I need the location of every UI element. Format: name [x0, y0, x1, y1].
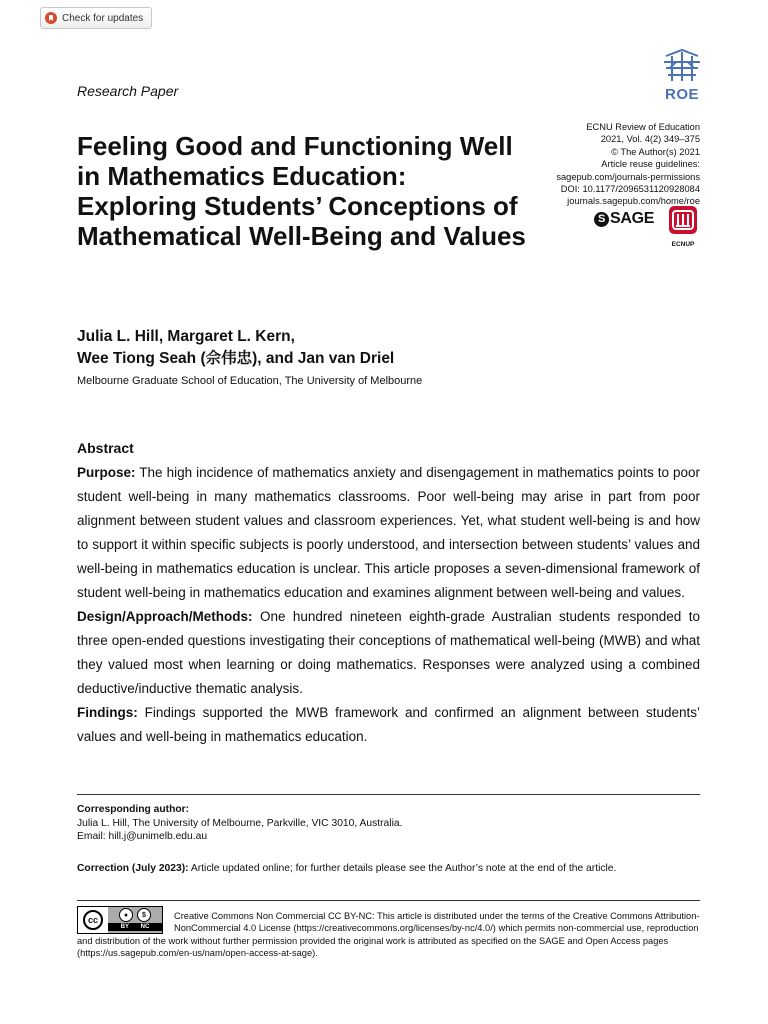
ecnup-logo-text: ECNUP	[671, 241, 695, 248]
abstract-design	[77, 605, 700, 701]
ecnup-emblem-icon	[668, 205, 698, 235]
findings-label: Findings:	[77, 705, 138, 720]
cc-by-label: BY	[120, 924, 129, 930]
findings-text: Findings supported the MWB framework and confirmed an alignment between students’ values and well-being in mathematics education.	[77, 705, 700, 744]
affiliation: Melbourne Graduate School of Education, The University of Melbourne	[77, 375, 423, 387]
correction-label: Correction (July 2023):	[77, 863, 189, 874]
author-list	[77, 326, 394, 369]
footnote-divider	[77, 794, 700, 795]
authors-line-1: Julia L. Hill, Margaret L. Kern,	[77, 328, 295, 345]
abstract-purpose	[77, 461, 700, 605]
corresponding-heading: Corresponding author:	[77, 804, 190, 815]
correction-note	[77, 863, 616, 874]
bookmark-icon	[45, 12, 57, 24]
noncommercial-icon: $	[137, 908, 151, 922]
check-for-updates-label: Check for updates	[62, 12, 144, 24]
design-label: Design/Approach/Methods:	[77, 609, 253, 624]
journal-homepage-link[interactable]: journals.sagepub.com/home/roe	[567, 196, 700, 207]
authors-line-2: Wee Tiong Seah (佘伟忠), and Jan van Driel	[77, 349, 395, 367]
corresponding-address: Julia L. Hill, The University of Melbourne, Parkville, VIC 3010, Australia.	[77, 817, 403, 829]
sage-s-icon: S	[594, 212, 609, 227]
correction-text: Article updated online; for further details please see the Author’s note at the end of the article.	[190, 863, 617, 874]
cc-nc-label: NC	[140, 924, 150, 930]
purpose-text: The high incidence of mathematics anxiety and disengagement in mathematics points to poor student well-being in many mathematics classrooms. Poor well-being may arise in part from poor alignment between student values and classroom experiences. Yet, what student well-being is and how to support it within specific subjects is poorly understood, and intersection between students’ values and well-being in mathematics education is unclear. This article proposes a seven-dimensional framework of student well-being in mathematics education and examines alignment between well-being and values.	[77, 465, 700, 600]
doi[interactable]: DOI: 10.1177/2096531120928084	[560, 184, 700, 195]
abstract-heading: Abstract	[77, 440, 134, 456]
article-title: Feeling Good and Functioning Well in Mathematics Education: Exploring Students’ Conceptions of Mathematical Well-Being and Values	[77, 131, 526, 251]
check-for-updates-button[interactable]	[40, 7, 152, 29]
reuse-guidelines-label: Article reuse guidelines:	[601, 159, 700, 170]
copyright: © The Author(s) 2021	[611, 146, 700, 157]
journal-emblem-icon	[662, 48, 702, 82]
sage-logo-text: SAGE	[610, 210, 655, 227]
license-body: Creative Commons Non Commercial CC BY-NC: This article is distributed under the terms of the Creative Commons Attribution-NonCommercial 4.0 License (https://creativecommons.org/licenses/by-nc/4.0/) which permits non-commercial use, reproduction and distribution of the work without further permission provided the original work is attributed as specified on the SAGE and Open Access pages (https://us.sagepub.com/en-us/nam/open-access-at-sage).	[77, 911, 700, 959]
permissions-link[interactable]: sagepub.com/journals-permissions	[556, 171, 700, 182]
cc-license-badge[interactable]	[77, 906, 163, 934]
abstract-findings	[77, 701, 700, 749]
cc-icon: cc	[83, 910, 103, 930]
journal-name: ECNU Review of Education	[586, 122, 700, 132]
journal-volume: 2021, Vol. 4(2) 349–375	[600, 134, 700, 145]
journal-logo-text: ROE	[664, 86, 699, 103]
journal-logo	[662, 48, 702, 103]
abstract-body	[77, 461, 700, 749]
purpose-label: Purpose:	[77, 465, 136, 480]
sage-logo	[594, 210, 654, 228]
corresponding-email[interactable]: Email: hill.j@unimelb.edu.au	[77, 831, 208, 842]
license-text	[77, 910, 700, 960]
journal-meta	[556, 121, 700, 208]
ecnup-logo	[666, 205, 700, 248]
article-type: Research Paper	[77, 83, 179, 99]
design-text: One hundred nineteen eighth-grade Australian students responded to three open-ended questions investigating their conceptions of mathematical well-being (MWB) and what they valued most when learning or doing mathematics. Responses were analyzed using a combined deductive/inductive thematic analysis.	[77, 609, 700, 696]
attribution-icon: ●	[119, 908, 133, 922]
license-divider	[77, 900, 700, 901]
corresponding-author	[77, 803, 402, 844]
